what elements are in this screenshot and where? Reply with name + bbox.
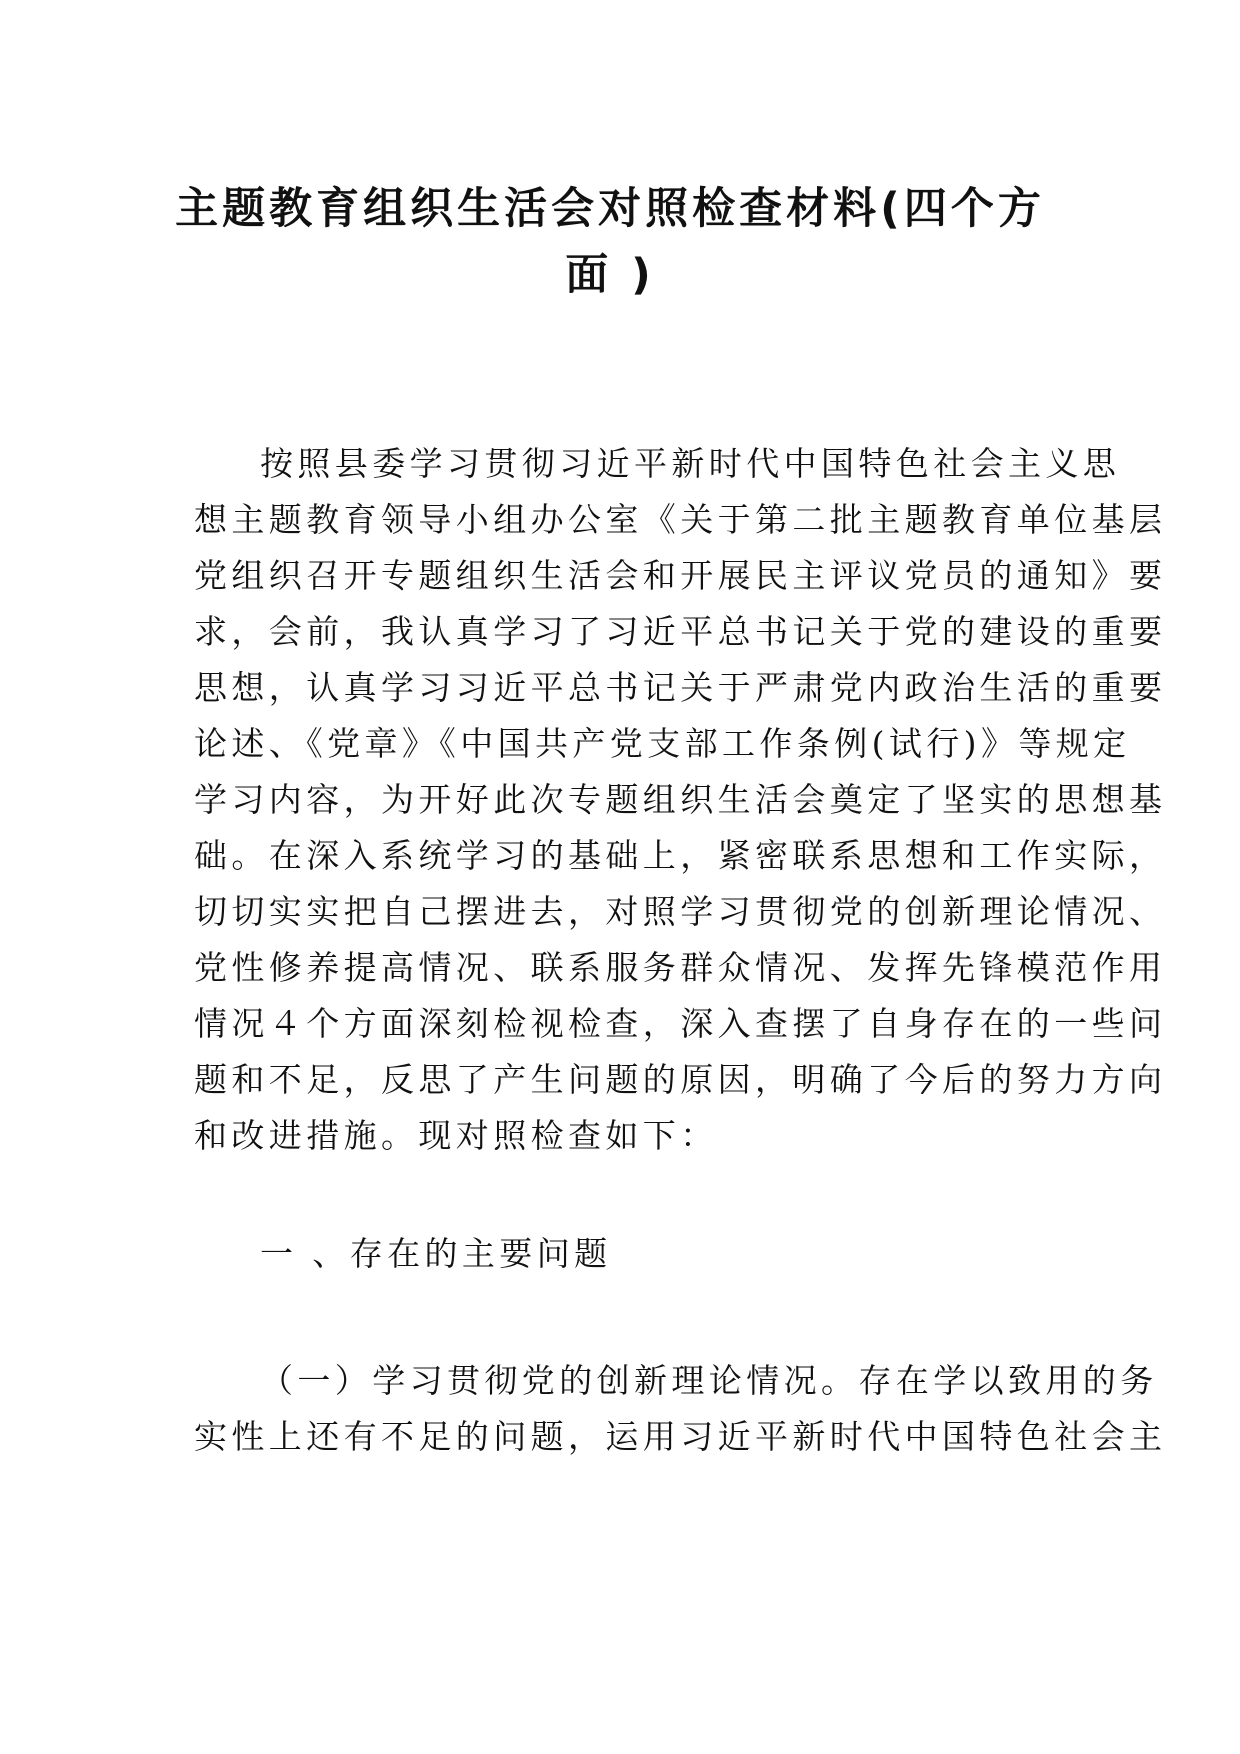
paragraph-line: 按照县委学习贯彻习近平新时代中国特色社会主义思 (260, 444, 1121, 483)
paragraph-line: 党性修养提高情况、联系服务群众情况、发挥先锋模范作用 (194, 948, 1167, 987)
paragraph-line: 和改进措施。现对照检查如下： (194, 1116, 718, 1155)
paragraph-line: 题和不足，反思了产生问题的原因，明确了今后的努力方向 (194, 1060, 1167, 1099)
title-line: 主题教育组织生活会对照检查材料(四个方 (175, 184, 1045, 234)
section-heading-text: 一 、存在的主要问题 (260, 1234, 612, 1273)
section-heading (194, 1226, 1130, 1282)
paragraph-line: 论述、《党章》《中国共产党支部工作条例(试行)》等规定 (194, 724, 1131, 763)
paragraph-line: 求，会前，我认真学习了习近平总书记关于党的建设的重要 (194, 612, 1167, 651)
paragraph-line: 情况４个方面深刻检视检查，深入查摆了自身存在的一些问 (194, 1004, 1167, 1043)
paragraph-line: 思想，认真学习习近平总书记关于严肃党内政治生活的重要 (194, 668, 1167, 707)
paragraph-line: 想主题教育领导小组办公室《关于第二批主题教育单位基层 (194, 500, 1167, 539)
paragraph-line: 实性上还有不足的问题，运用习近平新时代中国特色社会主 (194, 1417, 1167, 1456)
paragraph-line: 础。在深入系统学习的基础上，紧密联系思想和工作实际， (194, 836, 1167, 875)
paragraph-line: 学习内容，为开好此次专题组织生活会奠定了坚实的思想基 (194, 780, 1167, 819)
title-line: 面 ) (565, 250, 655, 300)
document-title (150, 176, 1070, 308)
paragraph-line: 切切实实把自己摆进去，对照学习贯彻党的创新理论情况、 (194, 892, 1167, 931)
subsection-paragraph (194, 1353, 1167, 1465)
intro-paragraph (194, 436, 1167, 1164)
paragraph-line: 党组织召开专题组织生活会和开展民主评议党员的通知》要 (194, 556, 1167, 595)
paragraph-line: （一）学习贯彻党的创新理论情况。存在学以致用的务 (260, 1361, 1158, 1400)
